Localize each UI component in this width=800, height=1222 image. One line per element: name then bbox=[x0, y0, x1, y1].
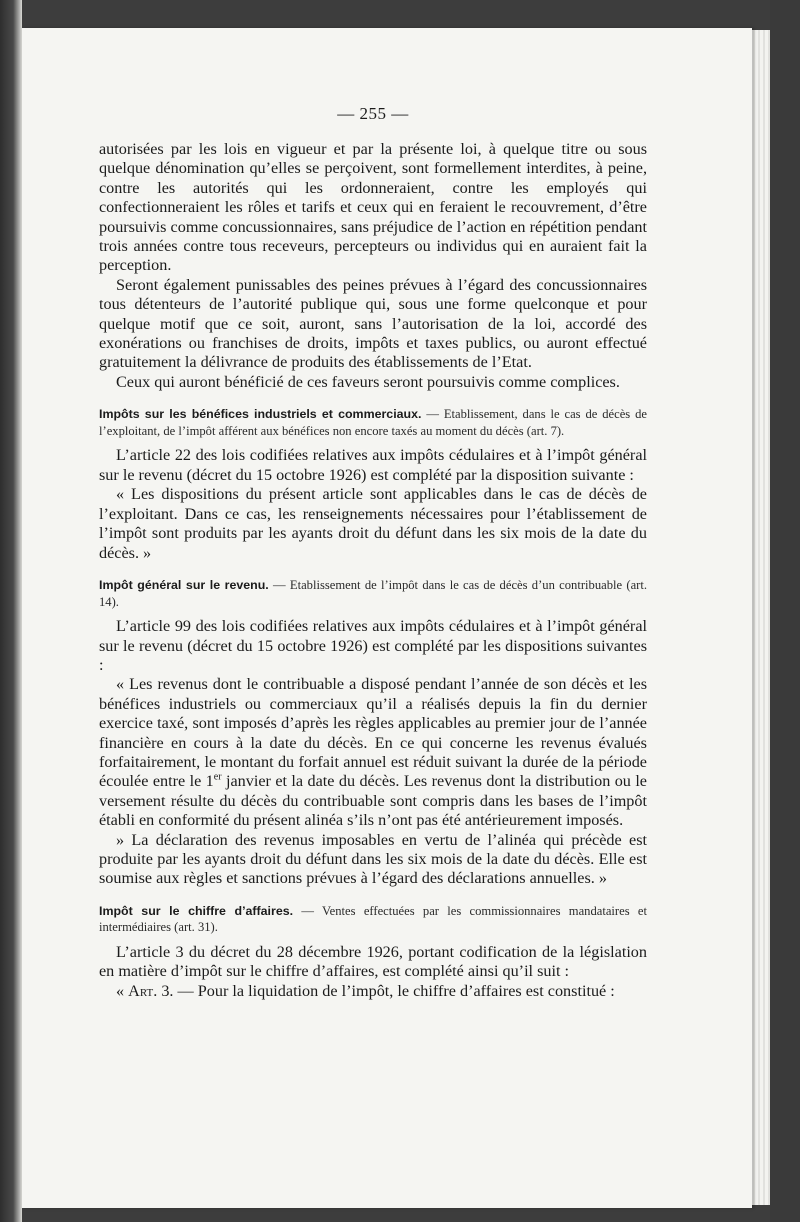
page-text bbox=[99, 104, 647, 1001]
paragraph: L’article 3 du décret du 28 décembre 1926, portant codification de la législation en matière d’impôt sur le chiffre d’affaires, est complété ainsi qu’il suit : bbox=[99, 942, 647, 981]
paragraph: » La déclaration des revenus imposables en vertu de l’alinéa qui précède est produite par les ayants droit du défunt dans les six mois de la date du décès. Elle est soumise aux règles et sanctions prévues à l’égard des déclarations annuelles. » bbox=[99, 830, 647, 888]
paragraph: Seront également punissables des peines prévues à l’égard des concussionnaires tous détenteurs de l’autorité publique qui, sous une forme quelconque et pour quelque motif que ce soit, auront, sans l’autorisation de la loi, accordé des exonérations ou franchises de droits, impôts et taxes publics, ou auront effectué gratuitement la délivrance de produits des établissements de l’Etat. bbox=[99, 275, 647, 372]
section-title: Impôts sur les bénéfices industriels et commerciaux. bbox=[99, 407, 422, 422]
paragraph: « Art. 3. — Pour la liquidation de l’impôt, le chiffre d’affaires est constitué : bbox=[116, 981, 615, 1000]
paragraph: « Les revenus dont le contribuable a disposé pendant l’année de son décès et les bénéfices industriels ou commerciaux qu’il a réalisés depuis la fin du dernier exercice taxé, sont imposés d’après les règles applicables au premier jour de l’année financière en cours à la date du décès. En ce qui concerne les revenus évalués forfaitairement, le montant du forfait annuel est réduit suivant la durée de la période écoulée entre le 1er janvier et la date du décès. Les revenus dont la distribution ou le versement résulte du décès du contribuable sont compris dans les bases de l’impôt établi en conformité du présent alinéa s’ils n’ont pas été antérieurement imposés. bbox=[99, 675, 647, 830]
paragraph: L’article 99 des lois codifiées relatives aux impôts cédulaires et à l’impôt général sur le revenu (décret du 15 octobre 1926) est complété par les dispositions suivantes : bbox=[99, 617, 647, 674]
page-number: — 255 — bbox=[337, 104, 409, 123]
section-description: — Ventes effectuées par les commissionnaires mandataires et intermédiaires (art. 31). bbox=[99, 903, 647, 935]
section-heading bbox=[99, 406, 647, 439]
section-heading bbox=[99, 577, 647, 610]
paragraph: « Les dispositions du présent article sont applicables dans le cas de décès de l’exploitant. Dans ce cas, les renseignements nécessaires pour l’établissement de l’impôt sont produits par les ayants droit du défunt dans les six mois de la date du décès. » bbox=[99, 485, 647, 562]
paragraph: L’article 22 des lois codifiées relatives aux impôts cédulaires et à l’impôt général sur le revenu (décret du 15 octobre 1926) est complété par la disposition suivante : bbox=[99, 446, 647, 484]
paragraph: Ceux qui auront bénéficié de ces faveurs seront poursuivis comme complices. bbox=[116, 372, 620, 391]
paragraph: autorisées par les lois en vigueur et par la présente loi, à quelque titre ou sous quelque dénomination qu’elles se perçoivent, sont formellement interdites, à peine, contre les autorités qui les ordonneraient, contre les employés qui confectionneraient les rôles et tarifs et ceux qui en feraient le recouvrement, d’être poursuivis comme concussionnaires, sans préjudice de l’action en répétition pendant trois années contre tous receveurs, percepteurs ou individus qui en auraient fait la perception. bbox=[99, 140, 647, 275]
section-title: Impôt général sur le revenu. bbox=[99, 577, 269, 592]
ordinal-superscript: er bbox=[213, 771, 222, 783]
section-title: Impôt sur le chiffre d’affaires. bbox=[99, 903, 294, 918]
section-description: — Etablissement, dans le cas de décès de l’exploitant, de l’impôt afférent aux bénéfices non encore taxés au moment du décès (art. 7). bbox=[99, 407, 647, 438]
scanner-background-left bbox=[0, 0, 22, 1222]
section-description: — Etablissement de l’impôt dans le cas de décès d’un contribuable (art. 14). bbox=[99, 577, 647, 609]
scanner-background-right bbox=[770, 0, 800, 1222]
article-label: Art. bbox=[128, 981, 158, 1000]
section-heading bbox=[99, 903, 647, 936]
